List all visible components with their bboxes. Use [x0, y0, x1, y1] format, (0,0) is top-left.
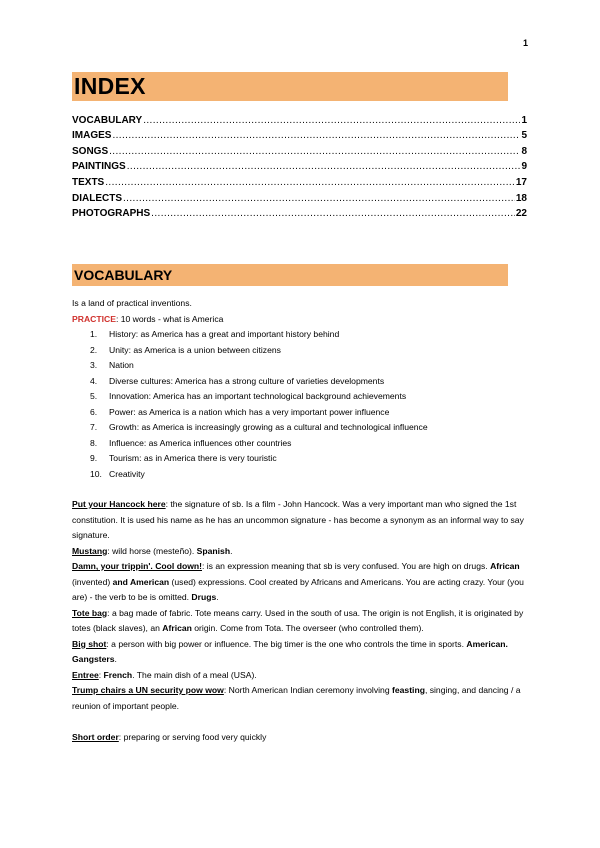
term-mustang: Mustang — [72, 545, 108, 556]
term-pow-wow: Trump chairs a UN security pow wow — [72, 685, 224, 695]
toc-entry-paintings[interactable] — [72, 157, 527, 173]
practice-label: PRACTICE — [72, 313, 116, 324]
practice-line — [72, 312, 532, 328]
vocabulary-heading-bar — [72, 264, 508, 286]
list-item: 5. Innovation: America has an important technological background achievements — [90, 391, 407, 401]
toc-entry-vocabulary[interactable] — [72, 110, 527, 126]
term-entree: Entree — [72, 669, 99, 680]
practice-text: : 10 words - what is America — [115, 313, 224, 324]
toc-entry-images[interactable] — [72, 126, 527, 142]
entry-mustang: Mustang: wild horse (mesteño). Spanish. — [72, 545, 233, 556]
practice-list — [72, 327, 532, 482]
list-item: 7. Growth: as America is increasingly growing as a cultural and technological influence — [90, 422, 428, 432]
toc-page: 22 — [515, 208, 527, 220]
entry-tote-bag: Tote bag: a bag made of fabric. Tote means carry. Used in the south of usa. The origin is not English, it is originated by totes (black slaves), an African origin. Come from Tota. The overseer (who controlled them). — [72, 607, 524, 633]
toc-label: SONGS — [72, 145, 109, 157]
toc-label: VOCABULARY — [72, 114, 143, 126]
list-item: 6. Power: as America is a nation which has a very important power influence — [90, 406, 390, 417]
list-item: 9. Tourism: as in America there is very touristic — [90, 453, 277, 463]
toc-page: 5 — [521, 130, 527, 142]
toc-page: 8 — [521, 145, 527, 157]
toc-page: 17 — [515, 176, 527, 188]
toc-label: PAINTINGS — [72, 161, 126, 173]
vocabulary-body — [72, 296, 532, 746]
toc-label: TEXTS — [72, 176, 105, 188]
term-big-shot: Big shot — [72, 638, 107, 649]
toc-label: DIALECTS — [72, 192, 122, 204]
intro-text: Is a land of practical inventions. — [72, 298, 192, 308]
page-number: 1 — [522, 38, 528, 48]
list-item: 3. Nation — [90, 360, 134, 370]
toc-entry-texts[interactable] — [72, 172, 527, 188]
entry-short-order: Short order: preparing or serving food very quickly — [72, 732, 267, 742]
vocabulary-title: VOCABULARY — [74, 267, 173, 283]
entry-big-shot: Big shot: a person with big power or influence. The big timer is the one who controls the time in sports. American. Gangsters. — [72, 638, 508, 664]
term-trippin: Damn, your trippin'. Cool down! — [72, 561, 202, 571]
list-item: 4. Diverse cultures: America has a strong culture of varieties developments — [90, 375, 385, 386]
entry-trippin: Damn, your trippin'. Cool down!: is an expression meaning that sb is very confused. You are high on drugs. African (invented) and American (used) expressions. Cool created by Africans and Americans. You are acting crazy. Your (you are) - the verb to be is omitted. Drugs. — [72, 561, 524, 602]
toc-entry-photographs[interactable] — [72, 204, 527, 220]
list-item: 2. Unity: as America is a union between citizens — [90, 344, 281, 355]
index-title: INDEX — [74, 73, 146, 99]
entry-pow-wow: Trump chairs a UN security pow wow: North American Indian ceremony involving feasting, singing, and dancing / a reunion of important people. — [72, 685, 521, 711]
toc-page: 18 — [515, 192, 527, 204]
table-of-contents — [72, 110, 527, 219]
term-tote-bag: Tote bag — [72, 607, 108, 618]
entry-entree: Entree: French. The main dish of a meal (USA). — [72, 669, 257, 680]
term-short-order: Short order — [72, 732, 119, 742]
list-item: 8. Influence: as America influences other countries — [90, 437, 292, 448]
toc-page: 9 — [521, 161, 527, 173]
entry-hancock: Put your Hancock here: the signature of sb. Is a film - John Hancock. Was a very important man who signed the 1st constitution. It is used his name as he has an uncommon signature - has become a synonym as an informal way to say signature. — [72, 499, 524, 540]
term-hancock: Put your Hancock here — [72, 499, 166, 509]
toc-entry-songs[interactable] — [72, 141, 527, 157]
toc-label: PHOTOGRAPHS — [72, 208, 151, 220]
index-heading-bar — [72, 72, 508, 101]
toc-page: 1 — [521, 114, 527, 126]
list-item: 1. History: as America has a great and important history behind — [90, 329, 340, 339]
toc-entry-dialects[interactable] — [72, 188, 527, 204]
list-item: 10. Creativity — [90, 468, 145, 479]
toc-label: IMAGES — [72, 130, 112, 142]
